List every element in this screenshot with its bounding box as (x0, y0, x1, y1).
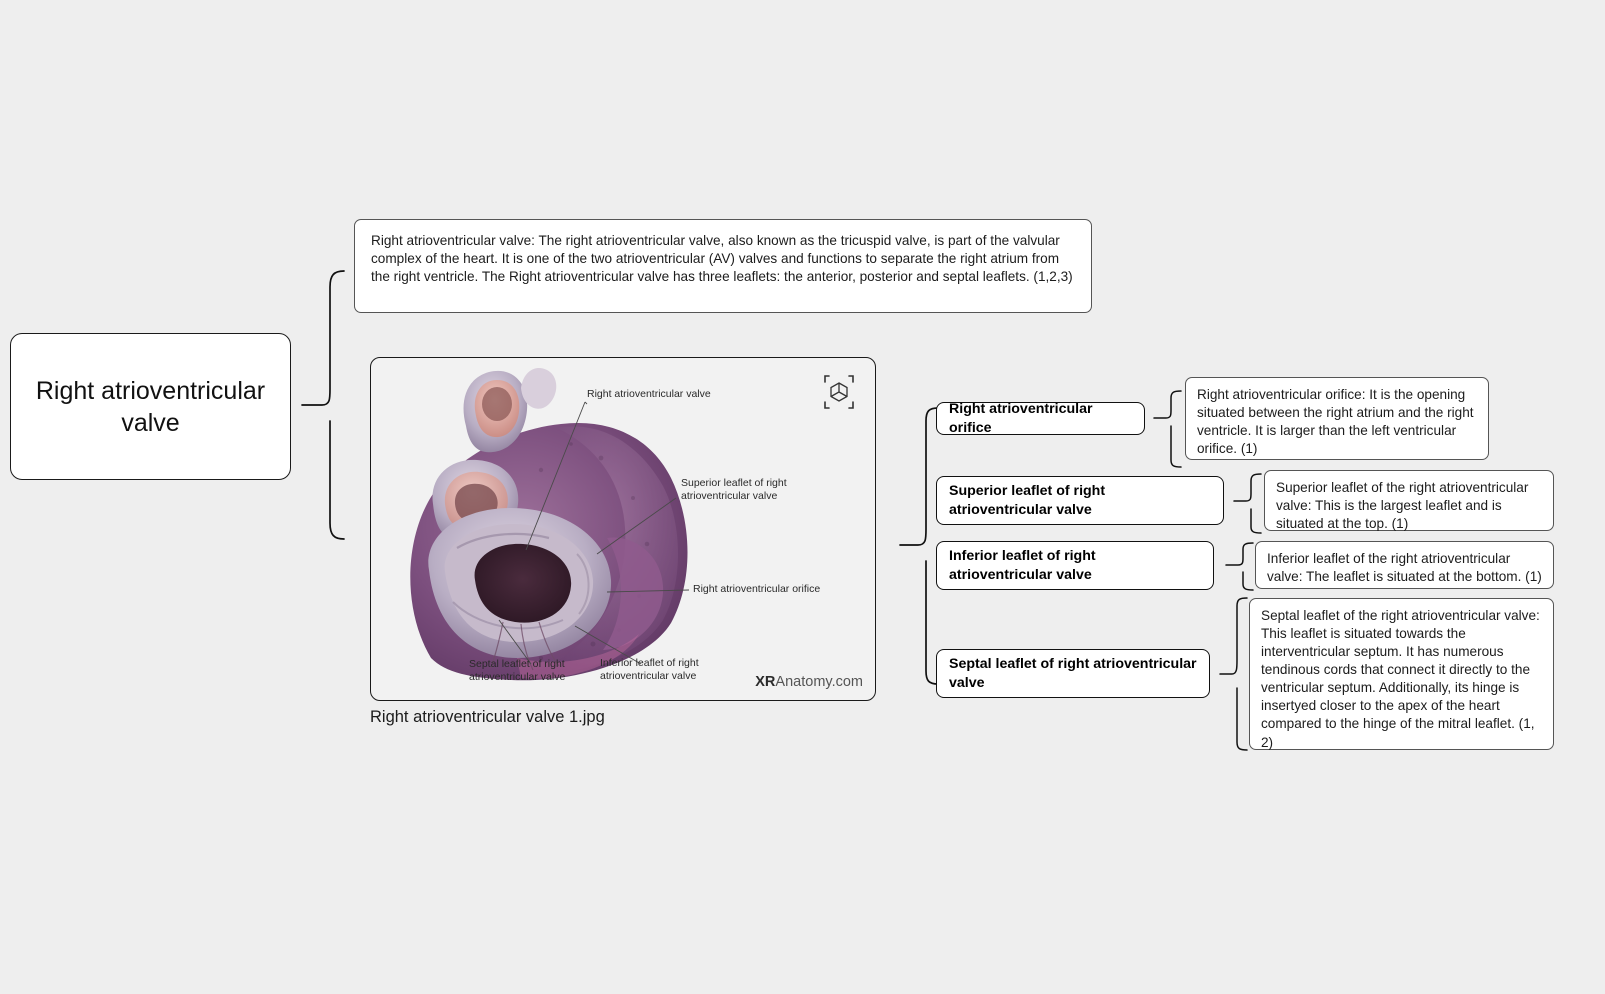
brace-root (300, 265, 350, 545)
leader-lines (371, 358, 876, 701)
root-node-label: Right atrioventricular valve (35, 376, 266, 437)
main-description-box[interactable] (354, 219, 1092, 313)
root-node[interactable] (10, 333, 291, 480)
brace-superior (1232, 473, 1264, 535)
image-caption: Right atrioventricular valve 1.jpg (370, 708, 605, 726)
watermark-brand: XR (755, 674, 776, 690)
brace-orifice (1152, 390, 1184, 470)
description-right-atrioventricular-orifice[interactable] (1185, 377, 1489, 460)
watermark (755, 674, 863, 690)
node-label: Superior leaflet of right atrioventricular valve (949, 483, 1106, 518)
node-superior-leaflet[interactable] (936, 476, 1224, 525)
annotation-right-av-orifice: Right atrioventricular orifice (693, 583, 821, 595)
annotation-septal-leaflet: Septal leaflet of right atrioventricular valve (469, 658, 566, 683)
view-3d-icon[interactable] (821, 372, 857, 412)
description-inferior-leaflet[interactable] (1255, 541, 1554, 589)
node-label: Right atrioventricular orifice (949, 401, 1093, 436)
brace-septal (1218, 596, 1250, 752)
annotation-inferior-leaflet: Inferior leaflet of right atrioventricular valve (600, 657, 699, 682)
description-text: Septal leaflet of the right atrioventricular valve: This leaflet is situated towards the interventricular septum. It has numerous tendinous cords that connect it directly to the ventricular septum. Additionally, its hinge is insertyed closer to the apex of the heart compared to the hinge of the mitral leaflet. (1, 2) (1261, 608, 1540, 750)
heart-illustration (371, 358, 875, 700)
watermark-domain: Anatomy.com (775, 674, 863, 690)
description-text: Right atrioventricular orifice: It is the opening situated between the right atrium and the right ventricle. It is larger than the left ventricular orifice. (1) (1197, 387, 1474, 457)
description-text: Superior leaflet of the right atrioventricular valve: This is the largest leaflet and is situated at the top. (1) (1276, 480, 1529, 532)
node-inferior-leaflet[interactable] (936, 541, 1214, 590)
description-superior-leaflet[interactable] (1264, 470, 1554, 531)
node-septal-leaflet[interactable] (936, 649, 1210, 698)
brace-inferior (1224, 542, 1256, 592)
node-label: Septal leaflet of right atrioventricular valve (949, 656, 1197, 691)
description-septal-leaflet[interactable] (1249, 598, 1554, 750)
annotation-right-av-valve: Right atrioventricular valve (587, 388, 711, 400)
description-text: Inferior leaflet of the right atrioventricular valve: The leaflet is situated at the bottom. (1) (1267, 551, 1542, 585)
anatomy-image-card[interactable] (370, 357, 876, 701)
main-description-text: Right atrioventricular valve: The right atrioventricular valve, also known as the tricuspid valve, is part of the valvular complex of the heart. It is one of the two atrioventricular (AV) valves and functions to separate the right atrium from the right ventricle. The Right atrioventricular valve has three leaflets: the anterior, posterior and septal leaflets. (1,2,3) (371, 233, 1073, 285)
node-label: Inferior leaflet of right atrioventricular valve (949, 548, 1096, 583)
annotation-superior-leaflet: Superior leaflet of right atrioventricular valve (681, 477, 787, 502)
node-right-atrioventricular-orifice[interactable] (936, 402, 1145, 435)
